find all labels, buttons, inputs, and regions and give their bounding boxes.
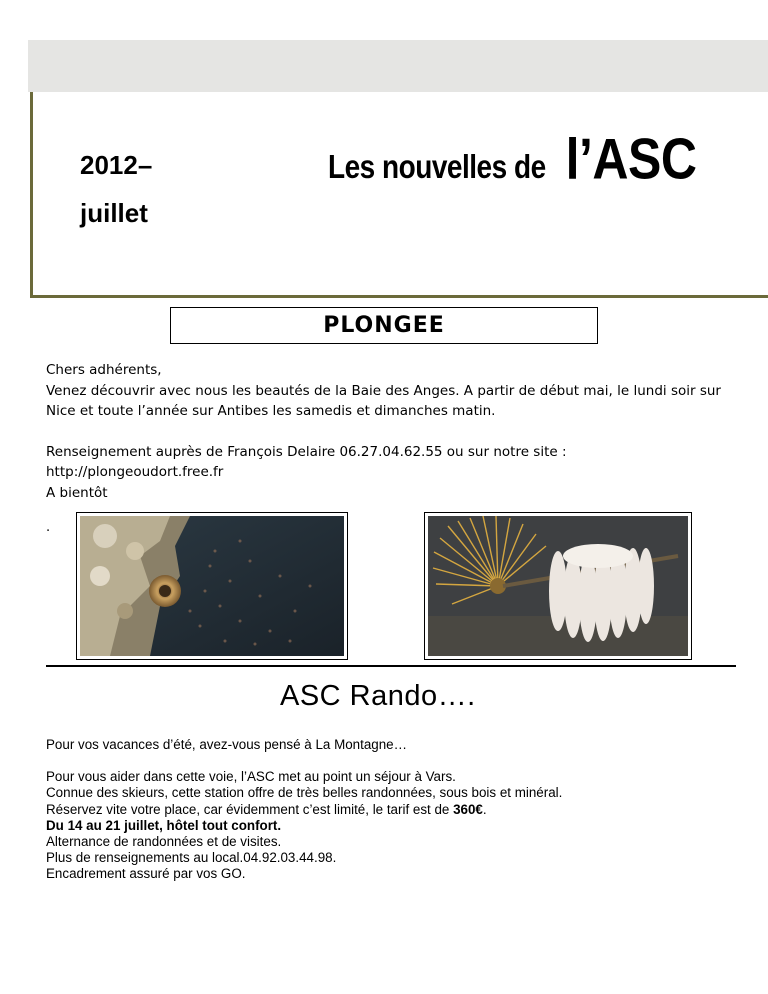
header-month: juillet (80, 198, 148, 228)
rando-intro: Pour vos vacances d’été, avez-vous pensé à La Montagne… (46, 737, 408, 752)
title-asc: l’ASC (565, 126, 697, 192)
rando-line-6: Plus de renseignements au local.04.92.03.44.98. (46, 850, 337, 866)
plongee-heading: PLONGEE (170, 307, 598, 344)
rando-line-2: Connue des skieurs, cette station offre de très belles randonnées, sous bois et minéral. (46, 785, 563, 801)
stray-dot: . (46, 520, 51, 535)
rando-price: 360€ (453, 801, 483, 817)
reef-image (80, 516, 344, 656)
tubeworm-image (428, 516, 688, 656)
rando-price-suffix: . (482, 801, 487, 817)
rando-line-3 (46, 802, 736, 818)
rando-dates (46, 818, 736, 834)
header-year: 2012– (80, 150, 153, 180)
plongee-paragraph: Venez découvrir avec nous les beautés de la Baie des Anges. A partir de début mai, le lundi soir sur Nice et toute l’année sur Antibes les samedis et dimanches matin. (46, 382, 721, 419)
reef-photo (76, 512, 348, 660)
rando-article (46, 737, 736, 883)
newsletter-title (328, 126, 697, 192)
rando-dates-text: Du 14 au 21 juillet, hôtel tout confort. (46, 817, 282, 833)
rando-line-5: Alternance de randonnées et de visites. (46, 834, 282, 850)
section-divider (46, 665, 736, 667)
rando-title: ASC Rando…. (280, 680, 476, 712)
rando-line-7: Encadrement assuré par vos GO. (46, 866, 246, 882)
greeting: Chers adhérents, (46, 362, 162, 378)
signoff: A bientôt (46, 484, 108, 501)
contact-line: Renseignement auprès de François Delaire 06.27.04.62.55 ou sur notre site : (46, 443, 567, 460)
title-prefix: Les nouvelles de (328, 147, 546, 185)
top-band (28, 40, 768, 92)
plongee-article (46, 360, 736, 503)
rando-price-prefix: Réservez vite votre place, car évidemment c’est limité, le tarif est de (46, 801, 454, 817)
rando-line-1: Pour vous aider dans cette voie, l’ASC met au point un séjour à Vars. (46, 769, 456, 785)
website-link[interactable]: http://plongeoudort.free.fr (46, 464, 224, 480)
tubeworm-photo (424, 512, 692, 660)
header-box (30, 92, 768, 298)
